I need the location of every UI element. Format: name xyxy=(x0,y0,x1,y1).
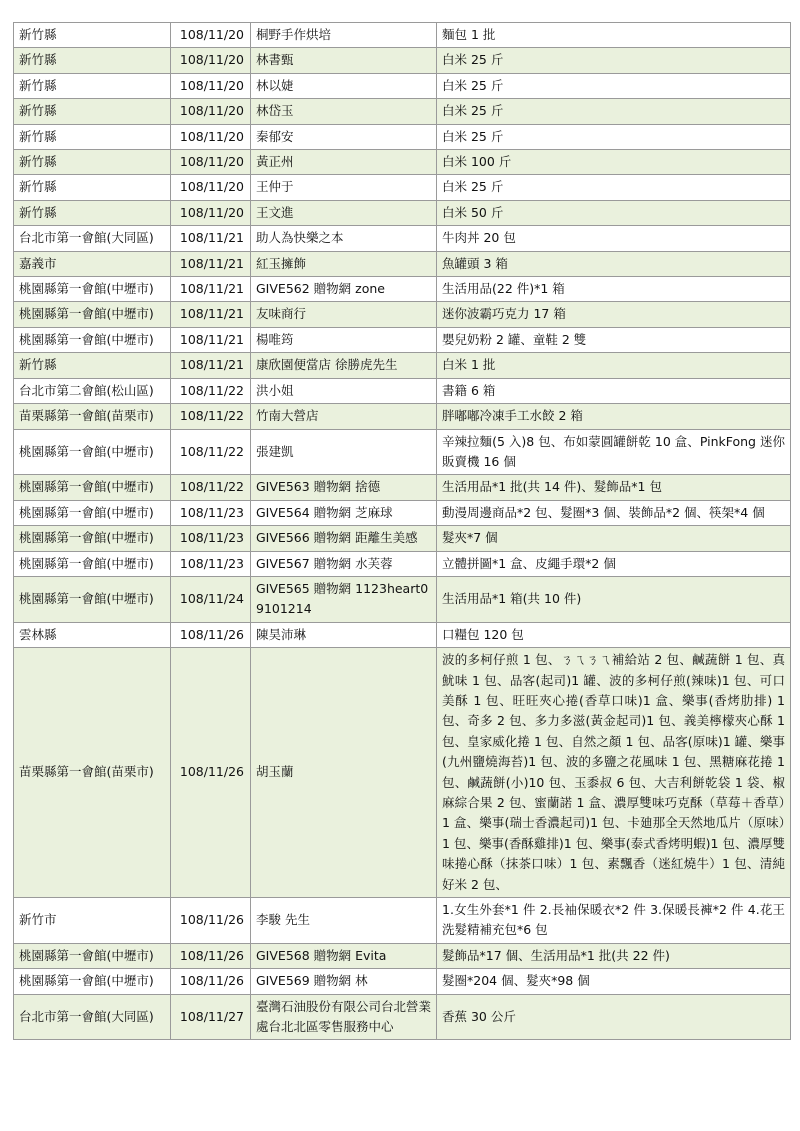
table-row xyxy=(14,73,791,98)
date-cell: 108/11/22 xyxy=(171,475,251,500)
unit-cell: 新竹縣 xyxy=(14,353,171,378)
donor-cell: 桐野手作烘培 xyxy=(251,23,437,48)
item-cell: 白米 25 斤 xyxy=(437,124,791,149)
date-cell: 108/11/21 xyxy=(171,353,251,378)
donor-cell: GIVE562 贈物網 zone xyxy=(251,277,437,302)
item-cell: 白米 25 斤 xyxy=(437,175,791,200)
table-row xyxy=(14,648,791,898)
table-row xyxy=(14,576,791,622)
unit-cell: 桃園縣第一會館(中壢市) xyxy=(14,500,171,525)
donor-cell: GIVE563 贈物網 捨德 xyxy=(251,475,437,500)
unit-cell: 新竹縣 xyxy=(14,48,171,73)
date-cell: 108/11/22 xyxy=(171,429,251,475)
date-cell: 108/11/27 xyxy=(171,994,251,1040)
unit-cell: 桃園縣第一會館(中壢市) xyxy=(14,576,171,622)
unit-cell: 桃園縣第一會館(中壢市) xyxy=(14,969,171,994)
table-row xyxy=(14,500,791,525)
date-cell: 108/11/20 xyxy=(171,73,251,98)
date-cell: 108/11/21 xyxy=(171,327,251,352)
unit-cell: 桃園縣第一會館(中壢市) xyxy=(14,429,171,475)
item-cell: 書籍 6 箱 xyxy=(437,378,791,403)
item-cell: 魚罐頭 3 箱 xyxy=(437,251,791,276)
item-cell: 香蕉 30 公斤 xyxy=(437,994,791,1040)
unit-cell: 新竹市 xyxy=(14,898,171,944)
donor-cell: GIVE568 贈物網 Evita xyxy=(251,943,437,968)
item-cell: 白米 25 斤 xyxy=(437,99,791,124)
date-cell: 108/11/21 xyxy=(171,277,251,302)
donor-cell: 王文進 xyxy=(251,200,437,225)
item-cell: 波的多柯仔煎 1 包、ㄋㄟㄋㄟ補給站 2 包、鹹蔬餅 1 包、真魷味 1 包、品客(起司)1 罐、波的多柯仔煎(辣味)1 包、可口美酥 1 包、旺旺夾心捲(香草口味)1 盒、樂事(香烤肋排) 1 包、奇多 2 包、多力多滋(黃金起司)1 包、義美檸檬夾心酥 1 包、皇家威化捲 1 包、自然之顏 1 包、品客(原味)1 罐、樂事(九州鹽燒海苔)1 包、波的多鹽之花風味 1 包、黑糖麻花捲 1 包、鹹蔬餅(小)10 包、玉黍叔 6 包、大吉利餅乾袋 1 袋、椒麻綜合果 2 包、蜜蘭諾 1 盒、濃厚雙味巧克酥（草莓＋香草）1 盒、樂事(瑞士香濃起司)1 包、卡廸那全天然地瓜片（原味）1 包、樂事(香酥雞排)1 包、樂事(泰式香烤明蝦)1 包、濃厚雙味捲心酥（抹茶口味）1 包、素飄香（迷紅燒牛）1 包、清純好米 2 包、 xyxy=(437,648,791,898)
donor-cell: 胡玉蘭 xyxy=(251,648,437,898)
date-cell: 108/11/21 xyxy=(171,226,251,251)
table-row xyxy=(14,898,791,944)
table-row xyxy=(14,622,791,647)
donor-cell: GIVE565 贈物網 1123heart09101214 xyxy=(251,576,437,622)
unit-cell: 新竹縣 xyxy=(14,175,171,200)
item-cell: 生活用品*1 批(共 14 件)、髮飾品*1 包 xyxy=(437,475,791,500)
donor-cell: 黃正州 xyxy=(251,150,437,175)
item-cell: 辛辣拉麵(5 入)8 包、布如蒙圓罐餅乾 10 盒、PinkFong 迷你販賣機 16 個 xyxy=(437,429,791,475)
item-cell: 動漫周邊商品*2 包、髮圈*3 個、裝飾品*2 個、筷架*4 個 xyxy=(437,500,791,525)
item-cell: 白米 50 斤 xyxy=(437,200,791,225)
table-row xyxy=(14,302,791,327)
table-row xyxy=(14,327,791,352)
table-row xyxy=(14,226,791,251)
date-cell: 108/11/26 xyxy=(171,969,251,994)
date-cell: 108/11/20 xyxy=(171,150,251,175)
table-row xyxy=(14,124,791,149)
donor-cell: 竹南大營店 xyxy=(251,404,437,429)
unit-cell: 新竹縣 xyxy=(14,23,171,48)
unit-cell: 桃園縣第一會館(中壢市) xyxy=(14,277,171,302)
donor-cell: GIVE564 贈物網 芝麻球 xyxy=(251,500,437,525)
item-cell: 髮飾品*17 個、生活用品*1 批(共 22 件) xyxy=(437,943,791,968)
donor-cell: 李駿 先生 xyxy=(251,898,437,944)
item-cell: 麵包 1 批 xyxy=(437,23,791,48)
date-cell: 108/11/24 xyxy=(171,576,251,622)
item-cell: 髮夾*7 個 xyxy=(437,526,791,551)
donor-cell: GIVE569 贈物網 林 xyxy=(251,969,437,994)
donation-table xyxy=(13,22,791,1040)
unit-cell: 台北市第二會館(松山區) xyxy=(14,378,171,403)
table-row xyxy=(14,429,791,475)
date-cell: 108/11/23 xyxy=(171,526,251,551)
date-cell: 108/11/23 xyxy=(171,500,251,525)
donor-cell: 紅玉擁飾 xyxy=(251,251,437,276)
table-row xyxy=(14,943,791,968)
table-row xyxy=(14,353,791,378)
table-row xyxy=(14,526,791,551)
date-cell: 108/11/26 xyxy=(171,648,251,898)
unit-cell: 嘉義市 xyxy=(14,251,171,276)
donor-cell: GIVE566 贈物網 距離生美感 xyxy=(251,526,437,551)
unit-cell: 台北市第一會館(大同區) xyxy=(14,994,171,1040)
donor-cell: 助人為快樂之本 xyxy=(251,226,437,251)
table-row xyxy=(14,48,791,73)
donor-cell: 洪小姐 xyxy=(251,378,437,403)
unit-cell: 桃園縣第一會館(中壢市) xyxy=(14,327,171,352)
date-cell: 108/11/20 xyxy=(171,175,251,200)
item-cell: 嬰兒奶粉 2 罐、童鞋 2 雙 xyxy=(437,327,791,352)
donor-cell: 林以婕 xyxy=(251,73,437,98)
item-cell: 白米 100 斤 xyxy=(437,150,791,175)
table-row xyxy=(14,378,791,403)
date-cell: 108/11/20 xyxy=(171,99,251,124)
unit-cell: 新竹縣 xyxy=(14,150,171,175)
date-cell: 108/11/21 xyxy=(171,302,251,327)
unit-cell: 雲林縣 xyxy=(14,622,171,647)
date-cell: 108/11/26 xyxy=(171,943,251,968)
table-row xyxy=(14,551,791,576)
unit-cell: 新竹縣 xyxy=(14,200,171,225)
date-cell: 108/11/23 xyxy=(171,551,251,576)
date-cell: 108/11/26 xyxy=(171,898,251,944)
donor-cell: 友味商行 xyxy=(251,302,437,327)
donor-cell: 林書甄 xyxy=(251,48,437,73)
table-row xyxy=(14,175,791,200)
unit-cell: 苗栗縣第一會館(苗栗市) xyxy=(14,404,171,429)
table-row xyxy=(14,251,791,276)
item-cell: 生活用品*1 箱(共 10 件) xyxy=(437,576,791,622)
unit-cell: 桃園縣第一會館(中壢市) xyxy=(14,475,171,500)
table-row xyxy=(14,475,791,500)
unit-cell: 桃園縣第一會館(中壢市) xyxy=(14,943,171,968)
document-page xyxy=(13,22,790,1040)
item-cell: 白米 1 批 xyxy=(437,353,791,378)
item-cell: 口糧包 120 包 xyxy=(437,622,791,647)
donor-cell: 康欣園便當店 徐勝虎先生 xyxy=(251,353,437,378)
table-row xyxy=(14,23,791,48)
date-cell: 108/11/20 xyxy=(171,200,251,225)
item-cell: 迷你波霸巧克力 17 箱 xyxy=(437,302,791,327)
item-cell: 髮圈*204 個、髮夾*98 個 xyxy=(437,969,791,994)
donation-table-body xyxy=(14,23,791,1040)
date-cell: 108/11/22 xyxy=(171,404,251,429)
donor-cell: 林岱玉 xyxy=(251,99,437,124)
table-row xyxy=(14,150,791,175)
table-row xyxy=(14,404,791,429)
donor-cell: 陳昊沛琳 xyxy=(251,622,437,647)
date-cell: 108/11/21 xyxy=(171,251,251,276)
date-cell: 108/11/20 xyxy=(171,124,251,149)
unit-cell: 新竹縣 xyxy=(14,124,171,149)
donor-cell: 張建凱 xyxy=(251,429,437,475)
item-cell: 立體拼圖*1 盒、皮繩手環*2 個 xyxy=(437,551,791,576)
table-row xyxy=(14,99,791,124)
item-cell: 白米 25 斤 xyxy=(437,48,791,73)
item-cell: 1.女生外套*1 件 2.長袖保暖衣*2 件 3.保暖長褲*2 件 4.花王洗髮精補充包*6 包 xyxy=(437,898,791,944)
unit-cell: 新竹縣 xyxy=(14,73,171,98)
donor-cell: GIVE567 贈物網 水芙蓉 xyxy=(251,551,437,576)
unit-cell: 台北市第一會館(大同區) xyxy=(14,226,171,251)
donor-cell: 楊唯筠 xyxy=(251,327,437,352)
unit-cell: 桃園縣第一會館(中壢市) xyxy=(14,551,171,576)
unit-cell: 新竹縣 xyxy=(14,99,171,124)
item-cell: 白米 25 斤 xyxy=(437,73,791,98)
item-cell: 牛肉丼 20 包 xyxy=(437,226,791,251)
table-row xyxy=(14,200,791,225)
unit-cell: 苗栗縣第一會館(苗栗市) xyxy=(14,648,171,898)
donor-cell: 秦郁安 xyxy=(251,124,437,149)
table-row xyxy=(14,969,791,994)
unit-cell: 桃園縣第一會館(中壢市) xyxy=(14,526,171,551)
date-cell: 108/11/20 xyxy=(171,48,251,73)
donor-cell: 臺灣石油股份有限公司台北營業處台北北區零售服務中心 xyxy=(251,994,437,1040)
table-row xyxy=(14,994,791,1040)
table-row xyxy=(14,277,791,302)
unit-cell: 桃園縣第一會館(中壢市) xyxy=(14,302,171,327)
donor-cell: 王仲于 xyxy=(251,175,437,200)
item-cell: 生活用品(22 件)*1 箱 xyxy=(437,277,791,302)
date-cell: 108/11/22 xyxy=(171,378,251,403)
date-cell: 108/11/26 xyxy=(171,622,251,647)
item-cell: 胖嘟嘟冷凍手工水餃 2 箱 xyxy=(437,404,791,429)
date-cell: 108/11/20 xyxy=(171,23,251,48)
